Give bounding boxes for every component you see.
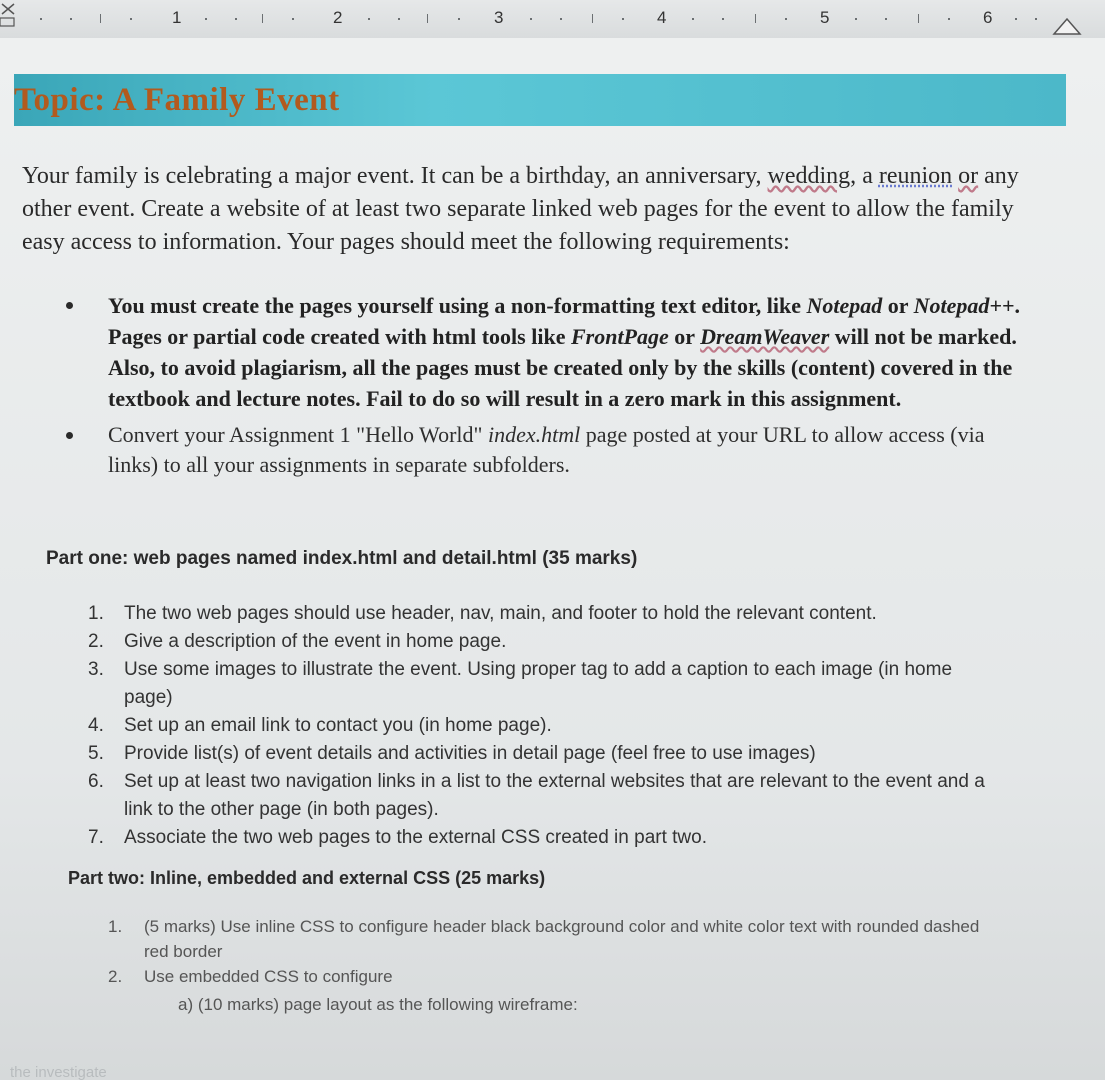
- right-indent-marker-icon[interactable]: [1052, 16, 1082, 36]
- ruler-tick: [205, 18, 207, 20]
- list-number: 2.: [88, 631, 104, 652]
- ruler-number: 5: [820, 8, 830, 27]
- list-item: [88, 600, 988, 628]
- list-number: 4.: [88, 715, 104, 736]
- list-number: 1.: [88, 603, 104, 624]
- part-two-list: [108, 914, 988, 989]
- ruler-tick: [622, 18, 624, 20]
- bullet-text: . Pages or partial code created with html tools like: [108, 293, 1020, 349]
- ruler-tick: [427, 14, 428, 23]
- ruler-tick: [1015, 18, 1017, 20]
- list-item-text: Associate the two web pages to the external CSS created in part two.: [124, 827, 707, 848]
- ruler-tick: [692, 18, 694, 20]
- ruler-tick: [592, 14, 593, 23]
- ruler[interactable]: [0, 0, 1105, 39]
- part-one-list: [88, 600, 988, 852]
- bullet-text-convert: [108, 420, 1040, 480]
- ruler-tick: [722, 18, 724, 20]
- list-item-text: Provide list(s) of event details and activities in detail page (feel free to use images): [124, 743, 816, 764]
- intro-text: a: [856, 163, 879, 189]
- ruler-number: 1: [172, 8, 182, 27]
- spell-flag-or: or: [958, 163, 979, 189]
- grammar-flag-reunion: reunion: [878, 163, 953, 189]
- ruler-number: 6: [983, 8, 993, 27]
- list-number: 6.: [88, 771, 104, 792]
- ruler-tick: [785, 18, 787, 20]
- list-item-text: Use embedded CSS to configure: [144, 967, 393, 986]
- list-item-text: (5 marks) Use inline CSS to configure header black background color and white color text with rounded dashed red border: [144, 917, 980, 961]
- ruler-tick: [368, 18, 370, 20]
- list-item: [88, 740, 988, 768]
- list-item-text: Use some images to illustrate the event. Using proper tag to add a caption to each image (in home page): [124, 659, 953, 708]
- list-item: [88, 656, 988, 712]
- bullet-item-convert: [60, 420, 1040, 480]
- ruler-tick: [530, 18, 532, 20]
- part-one-lead: Part one: web pages named: [46, 548, 303, 569]
- bullet-item-editor: [60, 290, 1040, 414]
- bullet-text-frontpage: FrontPage: [570, 324, 669, 349]
- bullet-text: You must create the pages yourself using a non-formatting text editor, like: [108, 293, 807, 318]
- list-item-text: Set up at least two navigation links in a list to the external websites that are relevant to the event and a link to the other page (in both pages).: [124, 771, 985, 820]
- bullet-dot-icon: [66, 302, 73, 309]
- list-number: 3.: [88, 659, 104, 680]
- list-item: [88, 712, 988, 740]
- bullet-text: or: [882, 293, 914, 318]
- bullet-dot-icon: [66, 432, 73, 439]
- document-page[interactable]: [0, 38, 1105, 1080]
- topic-title: Topic: A Family Event: [14, 82, 340, 118]
- ruler-tick: [235, 18, 237, 20]
- bullet-text: or: [668, 324, 701, 349]
- list-item-text: The two web pages should use header, nav, main, and footer to hold the relevant content.: [124, 603, 877, 624]
- list-item-text: Give a description of the event in home page.: [124, 631, 507, 652]
- faded-footer-text: the investigate: [10, 1064, 107, 1080]
- bullet-text: will not be marked. Also, to avoid plagiarism, all the pages must be created only by the skills (content) covered in the textbook and lecture notes. Fail to do so will result in a zero mark in this assignment.: [108, 324, 1017, 411]
- part-one-marks: (35 marks): [536, 548, 638, 569]
- ruler-tick: [292, 18, 294, 20]
- ruler-tick: [885, 18, 887, 20]
- ruler-tick: [560, 18, 562, 20]
- list-item: [88, 628, 988, 656]
- bullet-text-dreamweaver: DreamWeaver: [700, 324, 830, 349]
- ruler-tick: [70, 18, 72, 20]
- intro-text: any other event. Create a website of at least two separate linked web pages for the event to allow the family easy access to information. Your pages should meet the following requirements:: [22, 163, 1019, 255]
- ruler-tick: [1035, 18, 1037, 20]
- list-number: 2.: [108, 967, 123, 986]
- bullet-text: page posted at your URL to allow access (via links) to all your assignments in separate subfolders.: [108, 422, 985, 477]
- bullet-text-notepadpp: Notepad++: [913, 293, 1015, 318]
- ruler-tick: [918, 14, 919, 23]
- ruler-tick: [948, 18, 950, 20]
- list-item: [108, 964, 988, 989]
- list-number: 7.: [88, 827, 104, 848]
- ruler-tick: [262, 14, 263, 23]
- list-item: [88, 824, 988, 852]
- part-two-heading: Part two: Inline, embedded and external CSS (25 marks): [68, 868, 546, 888]
- bullet-text-editor: [108, 290, 1040, 414]
- ruler-tick: [100, 14, 101, 23]
- indent-marker-icon[interactable]: [0, 0, 20, 38]
- part-one-heading: [46, 548, 637, 570]
- bullet-text-notepad: Notepad: [806, 293, 883, 318]
- spell-flag-wedding: wedding,: [767, 163, 857, 189]
- ruler-number: 4: [657, 8, 667, 27]
- ruler-number: 2: [333, 8, 343, 27]
- list-item: [88, 768, 988, 824]
- ruler-tick: [458, 18, 460, 20]
- list-item: [108, 914, 988, 964]
- requirements-bullet-list: [60, 290, 1040, 486]
- list-number: 5.: [88, 743, 104, 764]
- bullet-text-file: index.html: [487, 422, 581, 447]
- intro-paragraph: [22, 160, 1062, 259]
- ruler-tick: [755, 14, 756, 23]
- list-item-text: Set up an email link to contact you (in home page).: [124, 715, 552, 736]
- ruler-tick: [130, 18, 132, 20]
- intro-text: Your family is celebrating a major event. It can be a birthday, an anniversary,: [22, 163, 768, 189]
- ruler-tick: [398, 18, 400, 20]
- ruler-tick: [40, 18, 42, 20]
- ruler-number: 3: [494, 8, 504, 27]
- part-one-files: index.html and detail.html: [302, 548, 537, 569]
- bullet-text: Convert your Assignment 1 "Hello World": [108, 422, 488, 447]
- list-number: 1.: [108, 917, 123, 936]
- sub-item-a: a) (10 marks) page layout as the following wireframe:: [178, 995, 578, 1014]
- ruler-tick: [855, 18, 857, 20]
